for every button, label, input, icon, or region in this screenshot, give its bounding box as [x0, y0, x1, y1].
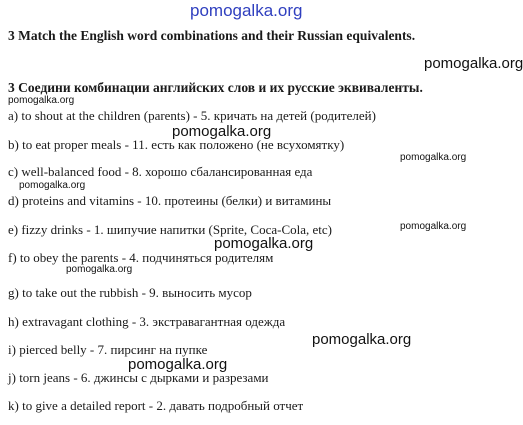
- site-watermark: pomogalka.org: [400, 152, 467, 163]
- match-item-j: j) torn jeans - 6. джинсы с дырками и разрезами: [8, 370, 269, 385]
- match-item-i: i) pierced belly - 7. пирсинг на пупке: [8, 342, 208, 357]
- site-watermark-top: pomogalka.org: [190, 1, 303, 20]
- site-watermark: pomogalka.org: [400, 221, 467, 232]
- site-watermark: pomogalka.org: [8, 95, 75, 106]
- match-item-k: k) to give a detailed report - 2. давать подробный отчет: [8, 398, 304, 413]
- site-watermark: pomogalka.org: [19, 180, 86, 191]
- site-watermark: pomogalka.org: [424, 55, 523, 72]
- match-item-g: g) to take out the rubbish - 9. выносить мусор: [8, 285, 252, 300]
- site-watermark: pomogalka.org: [66, 264, 133, 275]
- match-item-f: f) to obey the parents - 4. подчиняться родителям: [8, 250, 274, 265]
- match-item-e: e) fizzy drinks - 1. шипучие напитки (Sprite, Coca-Cola, etc): [8, 222, 332, 237]
- exercise-heading-english: 3 Match the English word combinations and their Russian equivalents.: [8, 28, 416, 43]
- match-item-b: b) to eat proper meals - 11. есть как положено (не всухомятку): [8, 137, 345, 152]
- match-item-d: d) proteins and vitamins - 10. протеины (белки) и витамины: [8, 193, 332, 208]
- exercise-heading-russian: 3 Соедини комбинации английских слов и их русские эквиваленты.: [8, 80, 423, 95]
- site-watermark: pomogalka.org: [128, 356, 228, 373]
- match-item-h: h) extravagant clothing - 3. экстравагантная одежда: [8, 314, 286, 329]
- site-watermark: pomogalka.org: [312, 331, 412, 348]
- match-item-c: c) well-balanced food - 8. хорошо сбалансированная еда: [8, 164, 313, 179]
- match-item-a: a) to shout at the children (parents) - 5. кричать на детей (родителей): [8, 108, 376, 123]
- site-watermark: pomogalka.org: [214, 235, 314, 252]
- site-watermark: pomogalka.org: [172, 123, 272, 140]
